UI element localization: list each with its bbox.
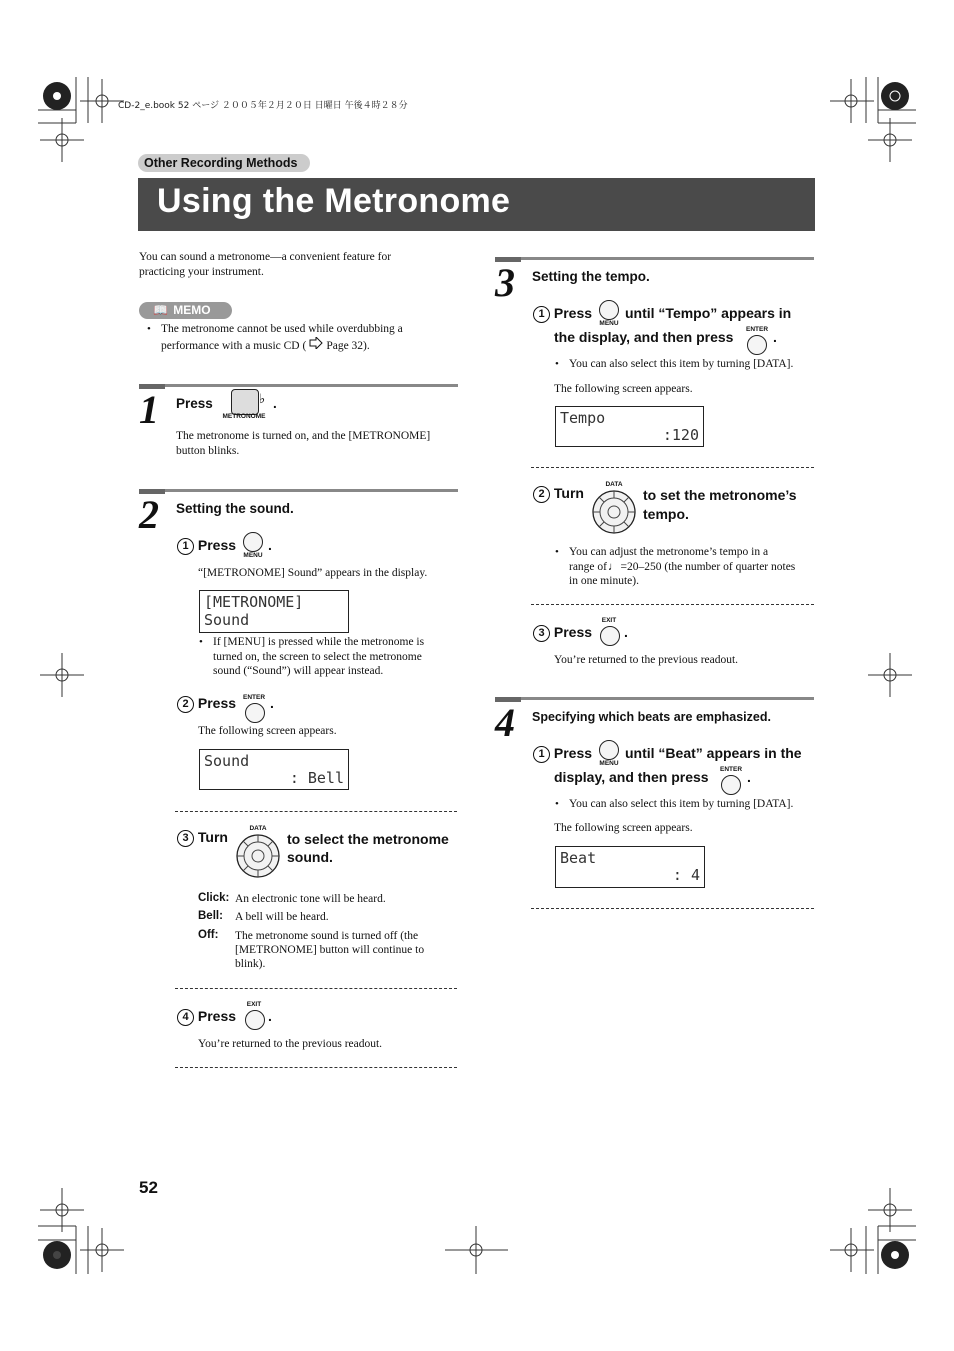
step2-sub1-desc: “[METRONOME] Sound” appears in the display. [198,567,428,579]
enter-caption: ENTER [719,766,743,773]
enter-caption: ENTER [745,326,769,333]
metronome-icon: ♭ [259,391,266,406]
memo-badge [139,302,232,319]
turn-label: Turn [553,485,584,501]
circled-number: 2 [533,486,550,503]
period: . [268,1008,272,1024]
period: . [773,329,777,345]
lcd-line: :120 [662,426,699,444]
period: . [273,396,277,411]
step3-sub1-note [555,357,817,372]
lcd-line: : 4 [672,866,700,884]
step3-sub3 [533,624,592,642]
lcd-display [199,749,349,790]
option-term: Bell: [198,910,223,922]
step4-sub1 [533,745,592,763]
period: . [270,695,274,711]
option-desc: A bell will be heard. [235,911,329,923]
then-press-text: the display, and then press [554,329,734,345]
step4-heading: Specifying which beats are emphasized. [532,710,771,724]
lcd-line: Sound [204,611,250,629]
circled-number: 2 [177,696,194,713]
lcd-line: Tempo [560,409,606,427]
intro-line: practicing your instrument. [139,266,264,278]
memo-line: performance with a music CD ( [161,339,307,352]
menu-caption: MENU [599,760,619,767]
dashed-divider [175,1067,457,1068]
bullet-icon: • [147,323,151,335]
intro-line: You can sound a metronome—a convenient feature for [139,251,392,263]
arrow-right-icon [309,337,323,354]
menu-button[interactable] [599,300,619,320]
press-label: Press [197,1008,237,1024]
section-label: Other Recording Methods [138,154,310,172]
circled-number: 1 [533,746,550,763]
enter-button[interactable] [245,703,265,723]
option-term: Off: [198,929,219,941]
metronome-button[interactable] [231,389,259,415]
lcd-line: [METRONOME] [204,593,304,611]
option-desc-line: The metronome sound is turned off (the [235,930,419,942]
exit-caption: EXIT [246,1001,262,1008]
memo-line: Page 32). [326,339,370,352]
exit-caption: EXIT [601,617,617,624]
data-dial-icon[interactable] [591,489,637,535]
step2-sub2 [177,695,236,713]
option-row [198,910,458,929]
dashed-divider [531,908,814,909]
option-desc-line: blink). [235,958,266,970]
note-line: range of [569,560,607,573]
note-line: You can also select this item by turning [DATA]. [569,798,794,810]
lcd-line: Beat [560,849,597,867]
lcd-display [555,846,705,888]
step-divider [495,257,814,260]
note-line: You can also select this item by turning [DATA]. [569,358,794,370]
lcd-display [555,406,704,447]
dashed-divider [175,988,457,989]
rest-line: to select the metronome [287,831,449,847]
note-line: If [MENU] is pressed while the metronome is [213,636,425,648]
step-number: 2 [139,492,159,537]
step4-sub1-desc: The following screen appears. [554,822,693,834]
until-text: until “Tempo” appears in [625,305,792,321]
note-line: sound (“Sound”) will appear instead. [213,665,384,677]
turn-label: Turn [197,829,228,845]
press-label: Press [553,624,593,640]
book-icon: 📖 [153,303,168,317]
menu-caption: MENU [599,320,619,327]
bullet-icon: • [199,636,203,648]
step3-sub3-desc: You’re returned to the previous readout. [554,654,739,666]
bullet-icon: • [555,358,559,370]
note-line: =20–250 (the number of quarter notes [620,560,796,573]
data-caption: DATA [249,825,267,832]
press-label: Press [553,305,593,321]
lcd-display [199,590,349,633]
dashed-divider [175,811,457,812]
option-term: Click: [198,892,230,904]
step1-desc-line: The metronome is turned on, and the [METRONOME] [176,430,431,442]
step2-sub2-desc: The following screen appears. [198,725,337,737]
option-desc [235,929,424,971]
dashed-divider [531,467,814,468]
step1-desc [176,429,430,459]
step-divider [139,489,458,492]
page-title: Using the Metronome [157,182,511,220]
option-desc: An electronic tone will be heard. [235,893,386,905]
menu-button[interactable] [243,532,263,552]
dashed-divider [531,604,814,605]
step2-sub4 [177,1008,236,1026]
rest-line: tempo. [643,506,689,522]
step3-sub2 [533,485,584,503]
option-row [198,892,458,910]
circled-number: 3 [177,830,194,847]
step2-heading: Setting the sound. [176,501,294,516]
step4-sub1-note [555,797,817,812]
menu-button[interactable] [599,740,619,760]
period: . [268,537,272,553]
press-label: Press [553,745,593,761]
data-dial-icon[interactable] [235,833,281,879]
rest-line: to set the metronome’s [643,487,797,503]
then-press-text: display, and then press [554,769,709,785]
step2-sub1-note [199,635,457,679]
step-number: 4 [495,700,515,745]
period: . [747,769,751,785]
press-label: Press [197,695,237,711]
until-text: until “Beat” appears in the [625,745,802,761]
lcd-line: : Bell [289,769,344,787]
data-caption: DATA [605,481,623,488]
step-number: 1 [139,387,159,432]
enter-button[interactable] [721,775,741,795]
intro-text [139,250,391,280]
circled-number: 3 [533,625,550,642]
circled-number: 4 [177,1009,194,1026]
lcd-line: Sound [204,752,250,770]
bullet-icon: • [555,798,559,810]
step1-press: Press [176,396,213,411]
note-line: in one minute). [569,575,639,587]
memo-line: The metronome cannot be used while overdubbing a [161,323,403,335]
step3-sub1-desc: The following screen appears. [554,383,693,395]
step-number: 3 [495,260,515,305]
rest-line: sound. [287,849,333,865]
option-row [198,929,458,974]
sound-options [198,892,458,974]
step2-sub4-desc: You’re returned to the previous readout. [198,1038,383,1050]
step2-sub3 [177,829,228,847]
step3-sub1 [533,305,592,323]
note-line: turned on, the screen to select the metronome [213,650,422,663]
page-number: 52 [139,1178,158,1197]
enter-caption: ENTER [242,694,266,701]
header-file-info: CD-2_e.book 52 ページ ２００５年２月２０日 日曜日 午後４時２８分 [118,101,408,111]
step-divider [139,384,458,387]
step3-heading: Setting the tempo. [532,269,650,284]
memo-label: MEMO [173,303,211,317]
period: . [624,624,628,640]
bullet-icon: • [555,546,559,558]
option-desc-line: [METRONOME] button will continue to [235,944,425,956]
step1-desc-line: button blinks. [176,445,240,457]
circled-number: 1 [177,538,194,555]
enter-button[interactable] [747,335,767,355]
step-divider [495,697,814,700]
step3-sub2-note [555,545,817,589]
exit-button[interactable] [245,1010,265,1030]
step3-sub2-rest [643,486,797,524]
step2-sub3-rest [287,830,449,866]
exit-button[interactable] [600,626,620,646]
memo-note [147,322,457,353]
quarter-note-icon: ♩ [608,560,620,573]
step2-sub1 [177,537,236,555]
menu-caption: MENU [243,552,263,559]
metronome-caption: METRONOME [222,413,266,420]
press-label: Press [197,537,237,553]
note-line: You can adjust the metronome’s tempo in a [569,546,769,558]
circled-number: 1 [533,306,550,323]
